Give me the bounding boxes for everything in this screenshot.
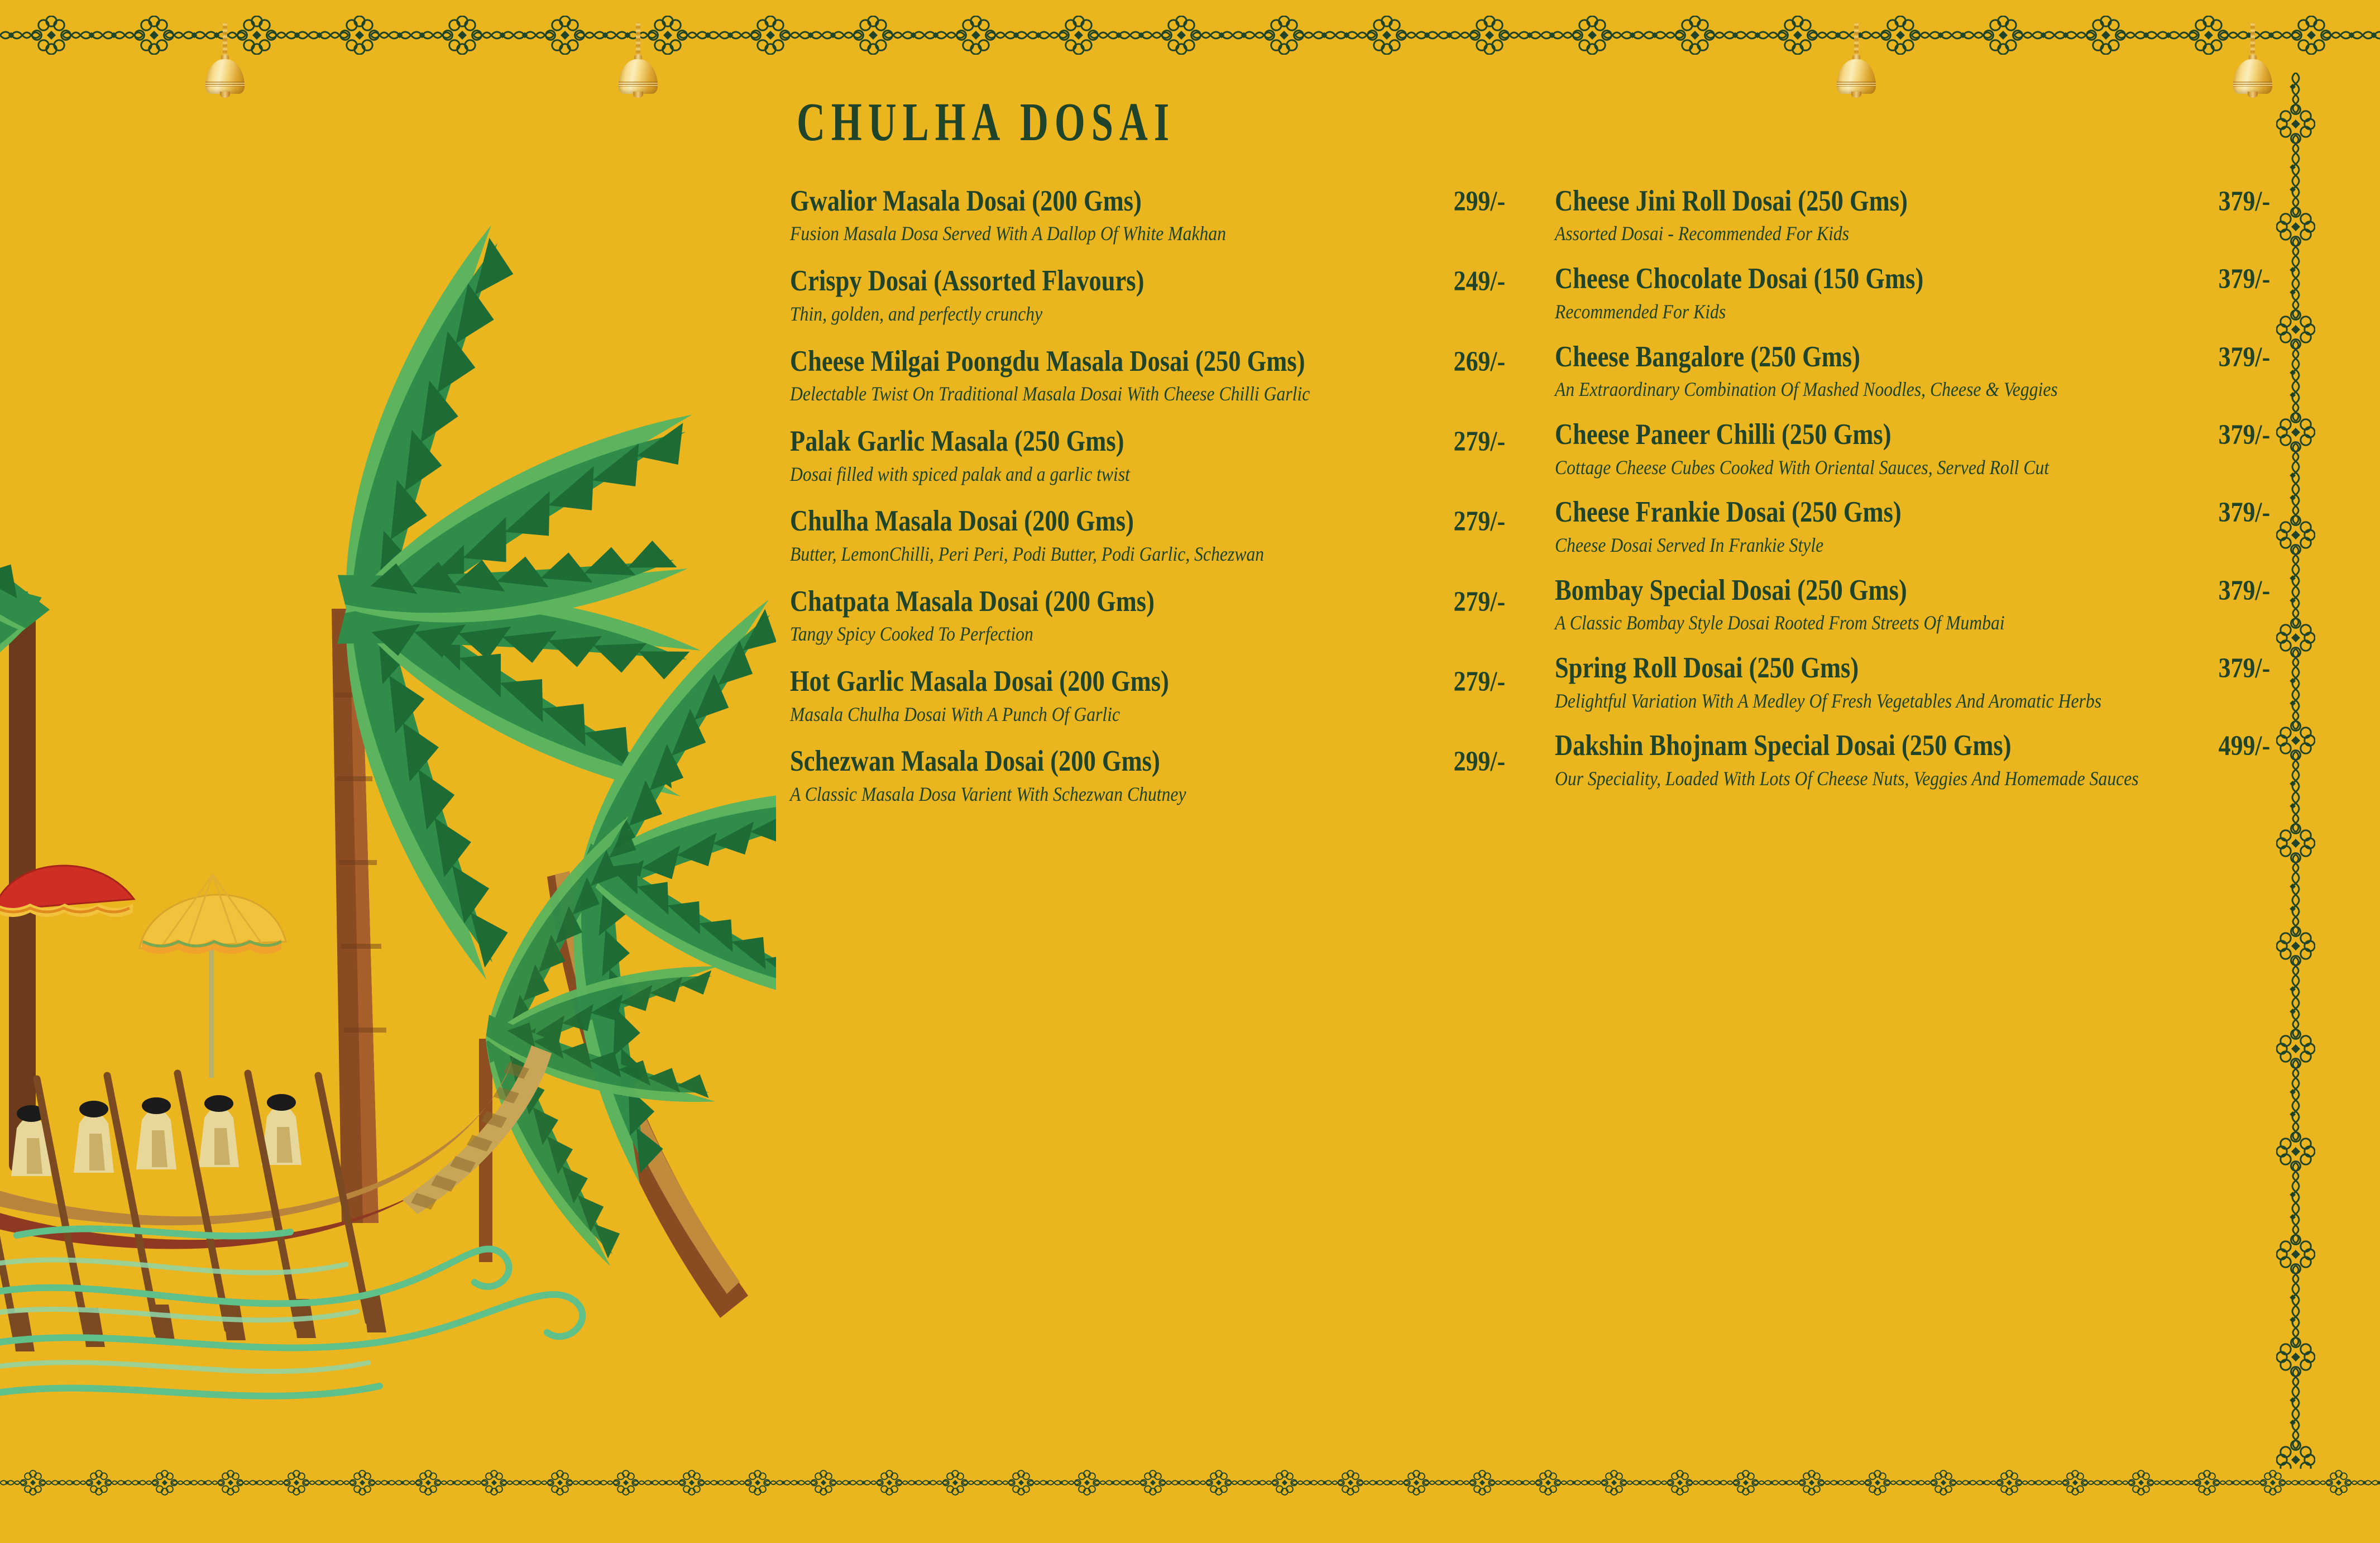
menu-item-price: 269/- xyxy=(1453,346,1506,378)
menu-item-name: Crispy Dosai (Assorted Flavours) xyxy=(790,265,1144,298)
menu-item xyxy=(790,585,1516,648)
menu-item-description: Our Speciality, Loaded With Lots Of Cheese Nuts, Veggies And Homemade Sauces xyxy=(1555,767,2139,790)
menu-item-name: Spring Roll Dosai (250 Gms) xyxy=(1555,652,1859,685)
menu-item-head xyxy=(1555,262,2281,296)
menu-item-name: Schezwan Masala Dosai (200 Gms) xyxy=(790,745,1160,778)
menu-item xyxy=(1555,729,2281,792)
menu-item-head xyxy=(1555,651,2281,685)
menu-item-head xyxy=(790,744,1516,778)
menu-item xyxy=(1555,574,2281,637)
menu-item-description: An Extraordinary Combination Of Mashed Noodles, Cheese & Veggies xyxy=(1555,378,2058,401)
menu-item-price: 379/- xyxy=(2218,186,2271,217)
menu-item-head xyxy=(1555,729,2281,763)
menu-item-name: Cheese Milgai Poongdu Masala Dosai (250 Gms) xyxy=(790,345,1305,378)
menu-item-head xyxy=(1555,418,2281,452)
menu-item-description: Butter, LemonChilli, Peri Peri, Podi Butter, Podi Garlic, Schezwan xyxy=(790,542,1265,565)
menu-item-description: Thin, golden, and perfectly crunchy xyxy=(790,302,1043,325)
menu-item-description: A Classic Bombay Style Dosai Rooted From Streets Of Mumbai xyxy=(1555,612,2005,634)
menu-item-price: 379/- xyxy=(2218,575,2271,606)
menu-item-head xyxy=(1555,495,2281,529)
menu-item xyxy=(1555,651,2281,714)
menu-item-head xyxy=(790,504,1516,538)
menu-item-price: 379/- xyxy=(2218,264,2271,295)
menu-item-name: Cheese Frankie Dosai (250 Gms) xyxy=(1555,496,1902,529)
bell-clapper xyxy=(220,92,230,98)
menu-item-description: Masala Chulha Dosai With A Punch Of Garlic xyxy=(790,703,1120,725)
menu-item-head xyxy=(1555,184,2281,218)
menu-item xyxy=(1555,495,2281,558)
menu-item-description: Delectable Twist On Traditional Masala Dosai With Cheese Chilli Garlic xyxy=(790,383,1310,405)
menu-item-description: Delightful Variation With A Medley Of Fresh Vegetables And Aromatic Herbs xyxy=(1555,689,2102,712)
menu-item xyxy=(790,504,1516,567)
menu-item xyxy=(1555,340,2281,403)
menu-item-name: Dakshin Bhojnam Special Dosai (250 Gms) xyxy=(1555,729,2012,762)
menu-item-price: 379/- xyxy=(2218,497,2271,529)
menu-item-name: Gwalior Masala Dosai (200 Gms) xyxy=(790,185,1142,217)
menu-item-description: Fusion Masala Dosa Served With A Dallop Of White Makhan xyxy=(790,222,1227,245)
menu-item-head xyxy=(790,264,1516,298)
menu-item-price: 299/- xyxy=(1453,746,1506,778)
menu-item-price: 379/- xyxy=(2218,653,2271,685)
menu-item-description: Tangy Spicy Cooked To Perfection xyxy=(790,623,1033,646)
menu-item xyxy=(790,744,1516,808)
page-title: CHULHA DOSAI xyxy=(797,92,1176,152)
menu-item-price: 279/- xyxy=(1453,586,1506,618)
menu-column-left xyxy=(790,184,1516,825)
menu-item-description: Dosai filled with spiced palak and a garlic twist xyxy=(790,462,1130,485)
menu-item-head xyxy=(790,184,1516,218)
menu-item xyxy=(790,264,1516,327)
menu-item-price: 379/- xyxy=(2218,341,2271,373)
menu-item xyxy=(790,184,1516,247)
menu-item-name: Cheese Bangalore (250 Gms) xyxy=(1555,340,1860,373)
menu-item-description: A Classic Masala Dosa Varient With Schezwan Chutney xyxy=(790,782,1186,805)
menu-item-name: Cheese Paneer Chilli (250 Gms) xyxy=(1555,418,1891,451)
menu-item xyxy=(790,345,1516,408)
menu-item-price: 249/- xyxy=(1453,266,1506,298)
menu-item-head xyxy=(1555,340,2281,374)
kolam-border-top xyxy=(0,16,2380,55)
menu-item xyxy=(1555,184,2281,247)
bell-clapper xyxy=(633,92,643,98)
menu-item-head xyxy=(1555,574,2281,608)
menu-item-name: Chulha Masala Dosai (200 Gms) xyxy=(790,505,1134,538)
menu-item-price: 379/- xyxy=(2218,419,2271,451)
menu-item-name: Cheese Chocolate Dosai (150 Gms) xyxy=(1555,262,1924,295)
menu-item-price: 279/- xyxy=(1453,506,1506,538)
kolam-border-bottom xyxy=(0,1466,2380,1499)
menu-item-price: 299/- xyxy=(1453,186,1506,217)
menu-item-name: Chatpata Masala Dosai (200 Gms) xyxy=(790,585,1155,618)
menu-item-description: Recommended For Kids xyxy=(1555,300,1726,323)
menu-item-description: Cheese Dosai Served In Frankie Style xyxy=(1555,533,1824,556)
bell-body xyxy=(1837,59,1876,94)
menu-item-price: 279/- xyxy=(1453,666,1506,698)
menu-item-head xyxy=(790,665,1516,699)
palm-and-boat-illustration xyxy=(0,0,776,1543)
menu-item xyxy=(790,424,1516,488)
menu-item xyxy=(1555,418,2281,481)
menu-item-description: Cottage Cheese Cubes Cooked With Oriental Sauces, Served Roll Cut xyxy=(1555,456,2049,479)
menu-item xyxy=(790,665,1516,728)
menu-item xyxy=(1555,262,2281,325)
menu-item-price: 279/- xyxy=(1453,426,1506,458)
menu-item-head xyxy=(790,585,1516,619)
menu-item-head xyxy=(790,424,1516,458)
menu-item-price: 499/- xyxy=(2218,730,2271,762)
menu-item-name: Bombay Special Dosai (250 Gms) xyxy=(1555,574,1907,606)
menu-content xyxy=(790,92,2309,825)
bell-body xyxy=(2233,59,2272,94)
menu-item-name: Cheese Jini Roll Dosai (250 Gms) xyxy=(1555,185,1908,217)
menu-item-name: Hot Garlic Masala Dosai (200 Gms) xyxy=(790,665,1169,698)
menu-column-right xyxy=(1555,184,2281,807)
menu-item-head xyxy=(790,345,1516,379)
menu-item-description: Assorted Dosai - Recommended For Kids xyxy=(1555,222,1850,245)
menu-item-name: Palak Garlic Masala (250 Gms) xyxy=(790,425,1124,458)
menu-columns xyxy=(790,184,2309,825)
